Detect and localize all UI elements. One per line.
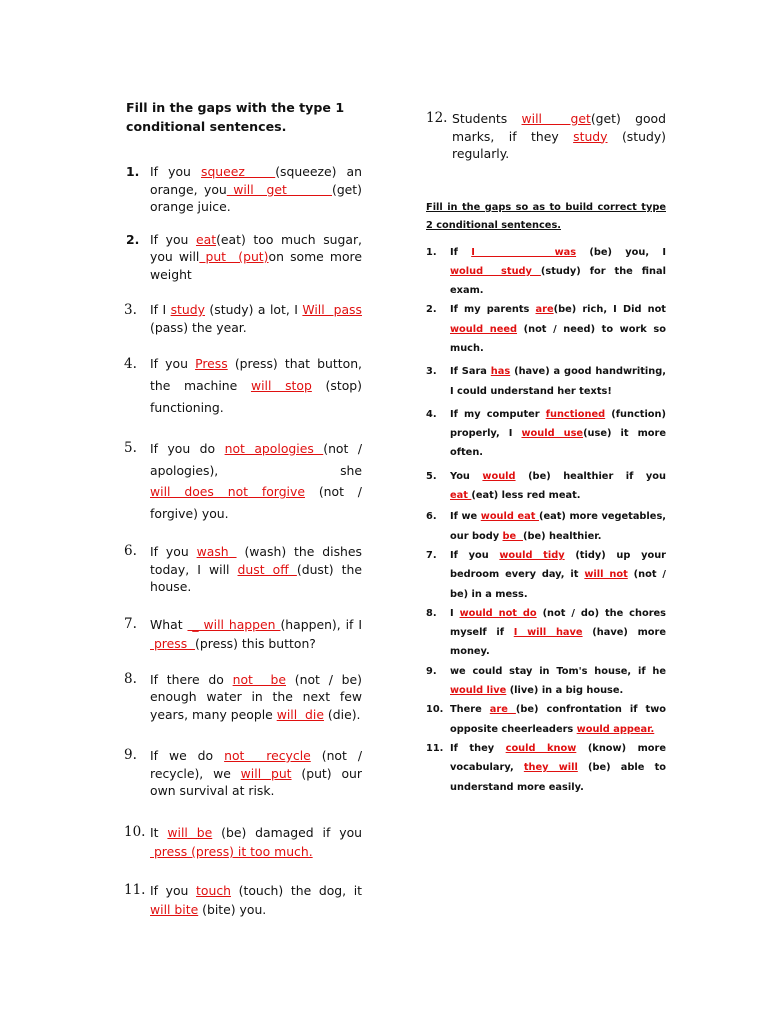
- answer-text: will be: [167, 824, 213, 840]
- answer-text: would need: [450, 323, 518, 335]
- answer-text: will put: [240, 765, 292, 781]
- sentence-text: (eat) less red meat.: [471, 490, 581, 502]
- exercise-item: [426, 739, 666, 797]
- item-number: 6.: [426, 511, 437, 523]
- exercise-item: [126, 881, 362, 919]
- answer-text: squeez: [200, 164, 276, 179]
- sentence-text: You: [450, 470, 483, 482]
- answer-text: functioned: [545, 408, 606, 420]
- answer-text: I was: [471, 246, 577, 258]
- answer-text: will does not forgive: [150, 484, 305, 499]
- answer-text: will stop: [250, 378, 312, 393]
- sentence-text: (press) this button?: [195, 635, 316, 651]
- item-number: 1.: [426, 246, 437, 258]
- answer-text: _ will happen: [187, 616, 281, 632]
- sentence-text: (stop) functioning.: [150, 378, 362, 415]
- answer-text: press: [150, 635, 196, 651]
- type2-exercise: [426, 110, 666, 797]
- sentence-text: (bite) you.: [198, 901, 267, 917]
- sentence-text: (not / be) enough water in the next few years, many people: [150, 671, 362, 722]
- answer-text: put (put): [199, 249, 269, 264]
- answer-text: has: [490, 366, 511, 378]
- answer-text: are: [489, 704, 516, 716]
- sentence-text: (get) orange juice.: [150, 181, 362, 214]
- item-number: 11.: [426, 742, 444, 754]
- sentence-text: (happen), if I: [280, 616, 362, 632]
- answer-text: not be: [232, 671, 286, 687]
- sentence-text: (study) for the final exam.: [450, 265, 666, 297]
- sentence-text: (be) healthier if you: [515, 470, 667, 482]
- sentence-text: (know) more vocabulary,: [450, 742, 666, 774]
- exercise-item: [126, 438, 362, 524]
- sentence-text: (not / need) to work so much.: [450, 323, 666, 354]
- exercise-item: [426, 110, 666, 163]
- exercise-item: [126, 231, 362, 284]
- answer-text: will bite: [150, 901, 199, 917]
- item-number: 6.: [124, 543, 137, 559]
- answer-text: not recycle: [224, 748, 311, 763]
- sentence-text: It: [150, 824, 168, 840]
- item-number: 9.: [124, 747, 137, 763]
- sentence-text: If: [450, 246, 472, 258]
- sentence-text: (eat) too much sugar, you will: [150, 231, 362, 264]
- exercise-item: [126, 543, 362, 596]
- sentence-text: I: [450, 607, 460, 619]
- exercise-item: [426, 467, 666, 506]
- sentence-text: If I: [150, 302, 171, 317]
- sentence-text: (be) damaged if you: [212, 824, 362, 840]
- answer-text: would eat: [480, 511, 539, 523]
- sentence-text: What: [150, 616, 188, 632]
- sentence-text: If they: [450, 742, 506, 754]
- exercise-item: [126, 353, 362, 419]
- sentence-text: (be) able to understand more easily.: [450, 762, 666, 793]
- item-number: 2.: [426, 304, 437, 316]
- item-number: 4.: [426, 408, 437, 420]
- sentence-text: If we: [450, 511, 481, 523]
- sentence-text: (function) properly, I: [450, 408, 666, 440]
- sentence-text: (study) regularly.: [452, 128, 666, 161]
- exercise-item: [126, 823, 362, 861]
- sentence-text: (eat) more vegetables, our body: [450, 511, 666, 542]
- exercise-item: [426, 700, 666, 739]
- answer-text: Will pass: [302, 302, 362, 317]
- type1-exercise: [126, 98, 362, 919]
- item-number: 4.: [124, 356, 137, 372]
- answer-text: will get: [226, 181, 332, 197]
- exercise-item: [126, 301, 362, 337]
- sentence-text: (be) rich, I Did not: [553, 304, 666, 316]
- item-number: 7.: [124, 615, 137, 632]
- answer-text: will not: [584, 569, 628, 581]
- sentence-text: There: [450, 704, 490, 716]
- item-number: 10.: [124, 823, 146, 840]
- sentence-text: (live) in a big house.: [506, 685, 624, 697]
- sentence-text: (tidy) up your bedroom every day, it: [450, 549, 666, 581]
- exercise-item: [426, 546, 666, 604]
- exercise-item: [426, 405, 666, 463]
- item-number: 10.: [426, 704, 444, 716]
- exercise-item: [126, 615, 362, 653]
- exercise-item: [426, 507, 666, 546]
- item-number: 9.: [426, 665, 437, 677]
- answer-text: study: [170, 302, 205, 317]
- sentence-text: (die).: [323, 706, 361, 722]
- sentence-text: on some more weight: [150, 249, 363, 282]
- sentence-text: If you: [150, 231, 196, 247]
- item-number: 2.: [126, 231, 140, 247]
- sentence-text: (not / apologies), she: [150, 441, 363, 478]
- sentence-text: (study) a lot, I: [204, 302, 303, 317]
- section-title-type1: Fill in the gaps with the type 1 conditional sentences.: [126, 100, 345, 134]
- sentence-text: If we do: [150, 748, 225, 763]
- answer-text: wash: [196, 544, 237, 559]
- answer-text: would: [482, 470, 516, 482]
- sentence-text: (not / forgive) you.: [150, 484, 362, 521]
- exercise-item: [426, 362, 666, 401]
- sentence-text: (have) more money.: [450, 627, 666, 658]
- exercise-item: [126, 747, 362, 800]
- exercise-item: [426, 604, 666, 662]
- sentence-text: If you: [450, 549, 500, 561]
- answer-text: eat: [195, 231, 217, 247]
- sentence-text: Students: [452, 111, 522, 126]
- sentence-text: (touch) the dog, it: [231, 882, 362, 898]
- answer-text: would appear.: [576, 723, 655, 735]
- sentence-text: (dust) the house.: [150, 561, 362, 594]
- answer-text: would not do: [459, 607, 537, 619]
- sentence-text: (not / be) in a mess.: [450, 569, 666, 600]
- answer-text: eat: [450, 490, 472, 502]
- sentence-text: If you: [150, 164, 201, 179]
- sentence-text: (get) good marks, if they: [452, 111, 666, 144]
- answer-text: could know: [505, 742, 577, 754]
- sentence-text: (wash) the dishes today, I will: [150, 544, 362, 577]
- item-number: 7.: [426, 549, 437, 561]
- item-number: 5.: [124, 440, 137, 456]
- answer-text: not apologies: [224, 441, 324, 456]
- answer-text: I will have: [513, 627, 583, 639]
- sentence-text: If you do: [150, 441, 225, 456]
- section-title-type2: Fill in the gaps so as to build correct type 2 conditional sentences.: [426, 201, 666, 231]
- sentence-text: If my parents: [450, 304, 536, 316]
- answer-text: study: [573, 128, 608, 144]
- sentence-text: If Sara: [450, 366, 491, 378]
- sentence-text: (be) confrontation if two opposite cheerleaders: [450, 704, 666, 735]
- sentence-text: (squeeze) an orange, you: [150, 164, 362, 197]
- exercise-item: [426, 243, 666, 301]
- answer-text: will die: [276, 706, 324, 722]
- answer-text: dust off: [237, 561, 297, 577]
- answer-text: would tidy: [499, 549, 565, 561]
- item-number: 8.: [124, 670, 137, 687]
- answer-text: they will: [523, 762, 578, 774]
- exercise-item: [126, 163, 362, 216]
- item-number: 5.: [426, 470, 437, 482]
- sentence-text: (be) you, I: [576, 246, 666, 258]
- answer-text: would use: [521, 428, 584, 440]
- sentence-text: If there do: [150, 671, 233, 687]
- item-number: 1.: [126, 164, 140, 179]
- sentence-text: (press) that button, the machine: [150, 356, 362, 393]
- sentence-text: If you: [150, 544, 197, 559]
- answer-text: press (press) it too much.: [150, 843, 313, 859]
- answer-text: touch: [196, 882, 231, 898]
- sentence-text: (use) it more often.: [450, 428, 666, 459]
- sentence-text: (be) healthier.: [523, 530, 602, 542]
- answer-text: wolud study: [450, 265, 541, 277]
- exercise-item: [426, 300, 666, 358]
- item-number: 3.: [124, 302, 137, 318]
- sentence-text: (pass) the year.: [150, 320, 247, 335]
- sentence-text: If you: [150, 356, 196, 371]
- sentence-text: (not / recycle), we: [150, 748, 362, 781]
- item-number: 8.: [426, 607, 437, 619]
- sentence-text: (put) our own survival at risk.: [150, 765, 362, 798]
- sentence-text: (have) a good handwriting, I could understand her texts!: [450, 366, 666, 397]
- item-number: 12.: [426, 110, 448, 126]
- exercise-item: [426, 662, 666, 701]
- sentence-text: we could stay in Tom's house, if he: [450, 665, 666, 677]
- sentence-text: (not / do) the chores myself if: [450, 607, 666, 639]
- sentence-text: If you: [150, 882, 197, 898]
- answer-text: are: [535, 304, 554, 316]
- answer-text: be: [502, 530, 523, 542]
- sentence-text: If my computer: [450, 408, 546, 420]
- answer-text: Press: [195, 356, 228, 371]
- item-number: 11.: [124, 881, 146, 898]
- answer-text: would live: [450, 685, 507, 697]
- exercise-item: [126, 671, 362, 724]
- item-number: 3.: [426, 366, 437, 378]
- answer-text: will get: [521, 111, 591, 126]
